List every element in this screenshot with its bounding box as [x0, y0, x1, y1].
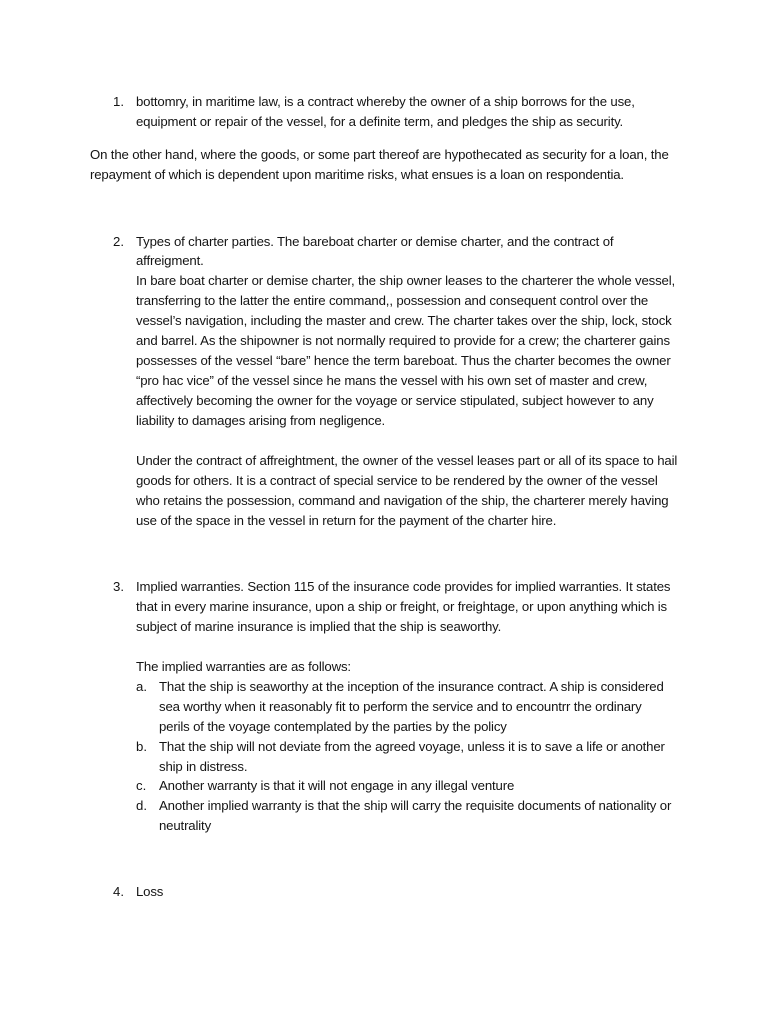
item-2-line-4: transferring to the latter the entire command,, possession and consequent control over the	[136, 293, 649, 308]
sub-b-line-1: That the ship will not deviate from the agreed voyage, unless it is to save a life or another	[159, 739, 665, 754]
sub-letter-d: d.	[136, 798, 147, 813]
sub-letter-c: c.	[136, 778, 147, 793]
sub-c-line-1: Another warranty is that it will not engage in any illegal venture	[159, 778, 515, 793]
item-3-intro: The implied warranties are as follows:	[136, 659, 351, 674]
sub-b-line-2: ship in distress.	[159, 759, 248, 774]
list-number-3: 3.	[113, 579, 124, 594]
item-4-title: Loss	[136, 884, 164, 899]
item-2-line-1: Types of charter parties. The bareboat charter or demise charter, and the contract of	[136, 234, 614, 249]
item-2-line-10: liability to damages arising from negligence.	[136, 413, 386, 428]
list-number-2: 2.	[113, 234, 124, 249]
sub-a-line-1: That the ship is seaworthy at the inception of the insurance contract. A ship is considered	[159, 679, 664, 694]
item-2-line-7: possesses of the vessel “bare” hence the term bareboat. Thus the charter becomes the owner	[136, 353, 671, 368]
item-2-para2-line-3: who retains the possession, command and navigation of the ship, the charterer merely having	[136, 493, 669, 508]
item-1-line-2: equipment or repair of the vessel, for a definite term, and pledges the ship as security.	[136, 114, 624, 129]
item-2-para2-line-4: use of the space in the vessel in return for the payment of the charter hire.	[136, 513, 557, 528]
sub-letter-a: a.	[136, 679, 147, 694]
item-1-line-1: bottomry, in maritime law, is a contract whereby the owner of a ship borrows for the use,	[136, 94, 635, 109]
item-2-line-3: In bare boat charter or demise charter, the ship owner leases to the charterer the whole vessel,	[136, 273, 676, 288]
sub-d-line-2: neutrality	[159, 818, 212, 833]
item-2-line-2: affreigment.	[136, 253, 204, 268]
sub-a-line-2: sea worthy when it reasonably fit to perform the service and to encountrr the ordinary	[159, 699, 642, 714]
paragraph-line-2: repayment of which is dependent upon maritime risks, what ensues is a loan on respondentia.	[90, 167, 624, 182]
item-2-line-9: affectively becoming the owner for the voyage or service stipulated, subject however to any	[136, 393, 654, 408]
list-number-4: 4.	[113, 884, 124, 899]
sub-a-line-3: perils of the voyage contemplated by the parties by the policy	[159, 719, 507, 734]
item-2-line-6: and barrel. As the shipowner is not normally required to provide for a crew; the charterer gains	[136, 333, 670, 348]
sub-letter-b: b.	[136, 739, 147, 754]
item-3-line-1: Implied warranties. Section 115 of the insurance code provides for implied warranties. It states	[136, 579, 671, 594]
item-2-line-5: vessel’s navigation, including the master and crew. The charter takes over the ship, lock, stock	[136, 313, 672, 328]
paragraph-line-1: On the other hand, where the goods, or some part thereof are hypothecated as security for a loan, the	[90, 147, 669, 162]
item-2-para2-line-2: goods for others. It is a contract of special service to be rendered by the owner of the vessel	[136, 473, 658, 488]
item-3-line-2: that in every marine insurance, upon a ship or freight, or freightage, or upon anything which is	[136, 599, 667, 614]
sub-d-line-1: Another implied warranty is that the ship will carry the requisite documents of nationality or	[159, 798, 672, 813]
list-number-1: 1.	[113, 94, 124, 109]
item-2-line-8: “pro hac vice” of the vessel since he mans the vessel with his own set of master and crew,	[136, 373, 648, 388]
item-2-para2-line-1: Under the contract of affreightment, the owner of the vessel leases part or all of its space to hail	[136, 453, 678, 468]
item-3-line-3: subject of marine insurance is implied that the ship is seaworthy.	[136, 619, 502, 634]
